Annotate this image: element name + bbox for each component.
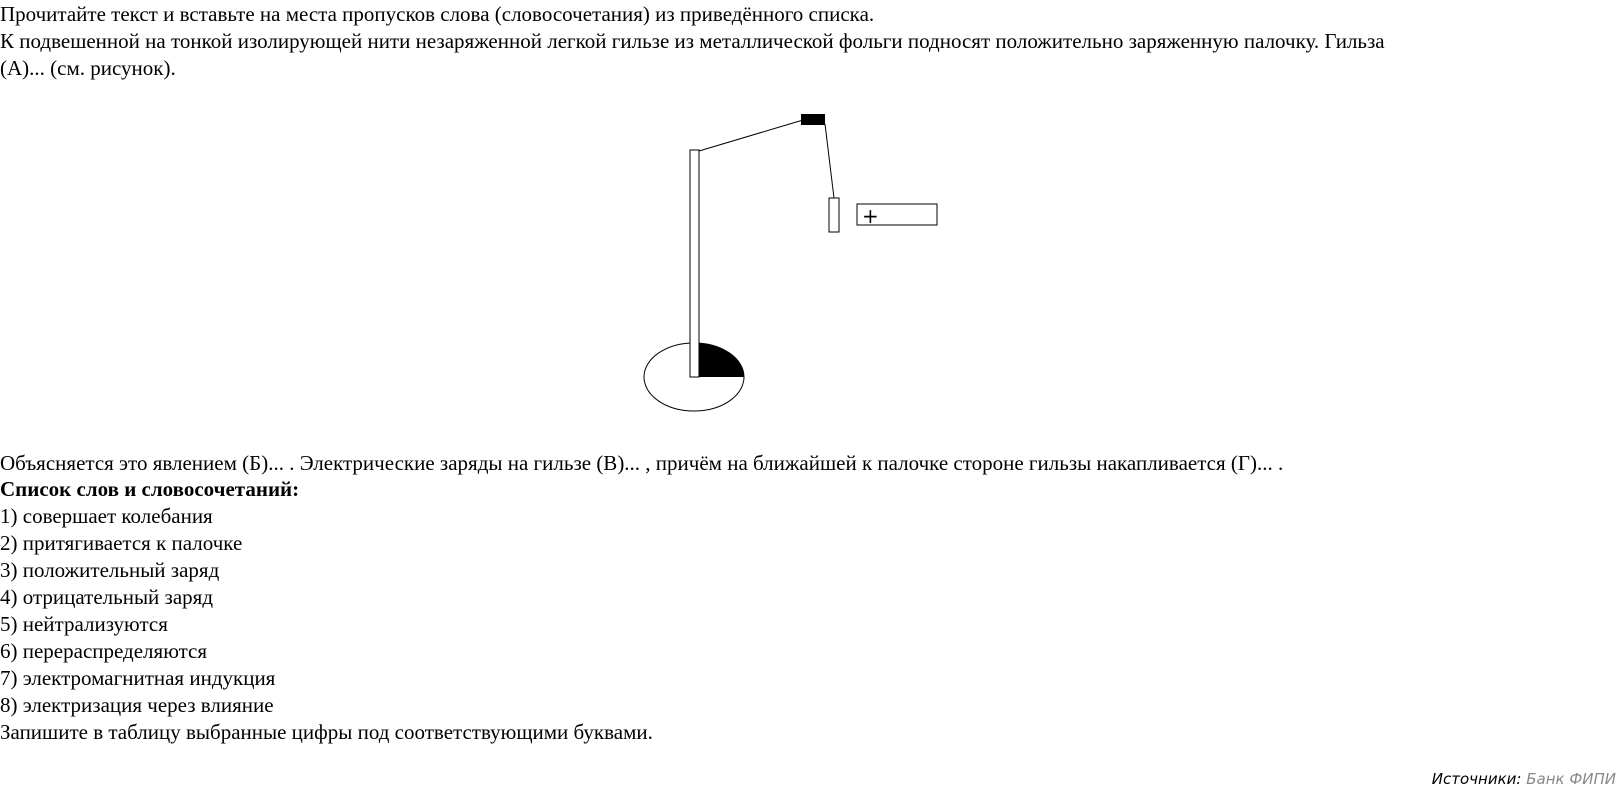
word-list-title: Список слов и словосочетаний: — [0, 477, 300, 501]
word-list — [0, 503, 275, 719]
task-instruction: Запишите в таблицу выбранные цифры под соответствующими буквами. — [0, 720, 653, 744]
rod-plus-sign: + — [862, 204, 879, 228]
sources-label: Источники: — [1431, 770, 1522, 788]
list-item: 5) нейтрализуются — [0, 612, 168, 636]
electroscope-figure — [640, 112, 940, 427]
stand-base-shading — [694, 343, 744, 377]
stand-post — [690, 150, 699, 377]
task-intro: Прочитайте текст и вставьте на места пропусков слова (словосочетания) из приведённого списка. — [0, 2, 875, 26]
stand-arm — [699, 120, 803, 151]
list-item: 8) электризация через влияние — [0, 693, 274, 717]
list-item: 6) перераспределяются — [0, 639, 208, 663]
list-item: 1) совершает колебания — [0, 504, 213, 528]
sources-link[interactable]: Банк ФИПИ — [1526, 770, 1616, 788]
task-continuation: Объясняется это явлением (Б)... . Электрические заряды на гильзе (В)... , причём на ближайшей к палочке стороне гильзы накапливается (Г)... . — [0, 451, 1284, 475]
sources-footer — [1432, 766, 1616, 793]
foil-sleeve — [829, 198, 839, 232]
thread-clamp — [801, 114, 825, 125]
list-item: 7) электромагнитная индукция — [0, 666, 276, 690]
list-item: 2) притягивается к палочке — [0, 531, 243, 555]
list-item: 3) положительный заряд — [0, 558, 220, 582]
insulating-thread — [825, 124, 834, 198]
task-condition-line-2: (А)... (см. рисунок). — [0, 56, 176, 80]
task-condition-line-1: К подвешенной на тонкой изолирующей нити незаряженной легкой гильзе из металлической фольги подносят положительно заряженную палочку. Гильза — [0, 29, 1385, 53]
list-item: 4) отрицательный заряд — [0, 585, 214, 609]
